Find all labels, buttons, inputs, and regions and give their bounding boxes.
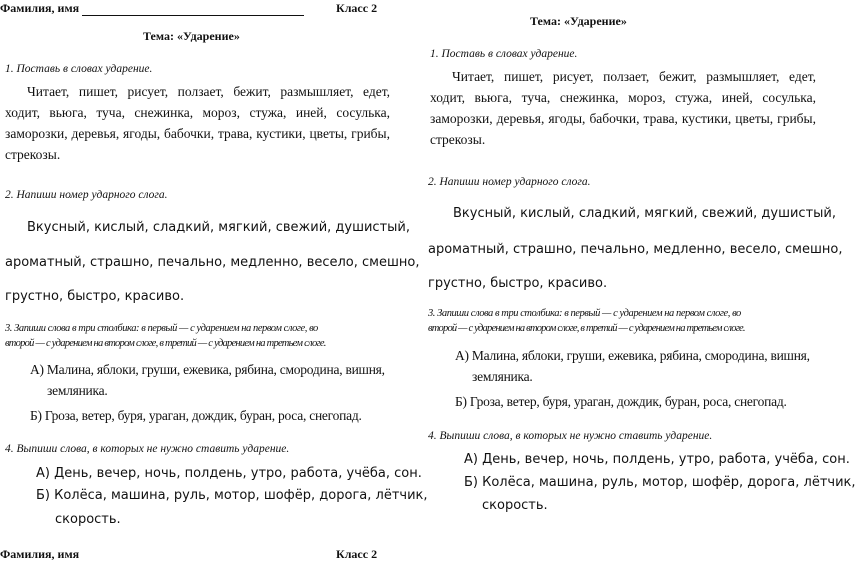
task4-list-a: А) День, вечер, ночь, полдень, утро, работа, учёба, сон.: [36, 466, 422, 481]
task4-instruction: 4. Выпиши слова, в которых не нужно ставить ударение.: [5, 443, 290, 455]
task2-line1: Вкусный, кислый, сладкий, мягкий, свежий, душистый,: [27, 220, 410, 235]
page-title-right: Тема: «Ударение»: [530, 14, 627, 28]
task3-list-a: А) Малина, яблоки, груши, ежевика, рябина, смородина, вишня,: [30, 362, 385, 377]
task4-instruction-right: 4. Выпиши слова, в которых не нужно ставить ударение.: [428, 430, 713, 442]
task3-list-a-right: А) Малина, яблоки, груши, ежевика, рябина, смородина, вишня,: [455, 348, 810, 363]
task4-list-b-cont: скорость.: [55, 512, 121, 527]
task3-list-b: Б) Гроза, ветер, буря, ураган, дождик, буран, роса, снегопад.: [30, 408, 362, 423]
task1-instruction-right: 1. Поставь в словах ударение.: [430, 48, 578, 60]
task3-instruction-1-right: 3. Запиши слова в три столбика: в первый — с ударением на первом слоге, во: [428, 308, 741, 319]
task3-list-a-cont: земляника.: [47, 383, 108, 398]
name-label: Фамилия, имя: [0, 1, 80, 15]
task3-instruction-2: второй — с ударением на втором слоге, в третий — с ударением на третьем слоге.: [5, 338, 326, 349]
task2-line1-right: Вкусный, кислый, сладкий, мягкий, свежий, душистый,: [453, 206, 836, 221]
task2-instruction-right: 2. Напиши номер ударного слога.: [428, 176, 591, 188]
task4-list-b-cont-right: скорость.: [482, 498, 548, 513]
task1-text: Читает, пишет, рисует, ползает, бежит, размышляет, едет, ходит, вьюга, туча, снежинка, мороз, стужа, иней, сосулька, заморозки, деревья, ягоды, бабочки, трава, кустики, цветы, грибы, стрекозы.: [5, 84, 390, 162]
task2-instruction: 2. Напиши номер ударного слога.: [5, 189, 168, 201]
task3-list-a-cont-right: земляника.: [472, 369, 533, 384]
task3-list-b-right: Б) Гроза, ветер, буря, ураган, дождик, буран, роса, снегопад.: [455, 394, 787, 409]
task4-list-b-right: Б) Колёса, машина, руль, мотор, шофёр, дорога, лётчик,: [464, 475, 856, 490]
task2-line3-right: грустно, быстро, красиво.: [428, 276, 608, 291]
footer-class-label: Класс 2: [336, 547, 378, 561]
task2-line3: грустно, быстро, красиво.: [5, 289, 185, 304]
class-label: Класс 2: [336, 1, 378, 15]
task3-instruction-1: 3. Запиши слова в три столбика: в первый — с ударением на первом слоге, во: [5, 323, 318, 334]
name-field: [0, 1, 304, 16]
name-blank-line: [82, 4, 304, 16]
task2-line2-right: ароматный, страшно, печально, медленно, весело, смешно,: [428, 242, 843, 257]
task4-list-a-right: А) День, вечер, ночь, полдень, утро, работа, учёба, сон.: [464, 452, 850, 467]
task3-instruction-2-right: второй — с ударением на втором слоге, в третий — с ударением на третьем слоге.: [428, 323, 745, 334]
task1-text-right: Читает, пишет, рисует, ползает, бежит, размышляет, едет, ходит, вьюга, туча, снежинка, мороз, стужа, иней, сосулька, заморозки, деревья, ягоды, бабочки, трава, кустики, цветы, грибы, стрекозы.: [430, 69, 816, 147]
task1-instruction: 1. Поставь в словах ударение.: [5, 63, 153, 75]
footer-name-label: Фамилия, имя: [0, 547, 80, 561]
page-title: Тема: «Ударение»: [143, 29, 240, 43]
task4-list-b: Б) Колёса, машина, руль, мотор, шофёр, дорога, лётчик,: [36, 488, 428, 503]
task2-line2: ароматный, страшно, печально, медленно, весело, смешно,: [5, 255, 420, 270]
